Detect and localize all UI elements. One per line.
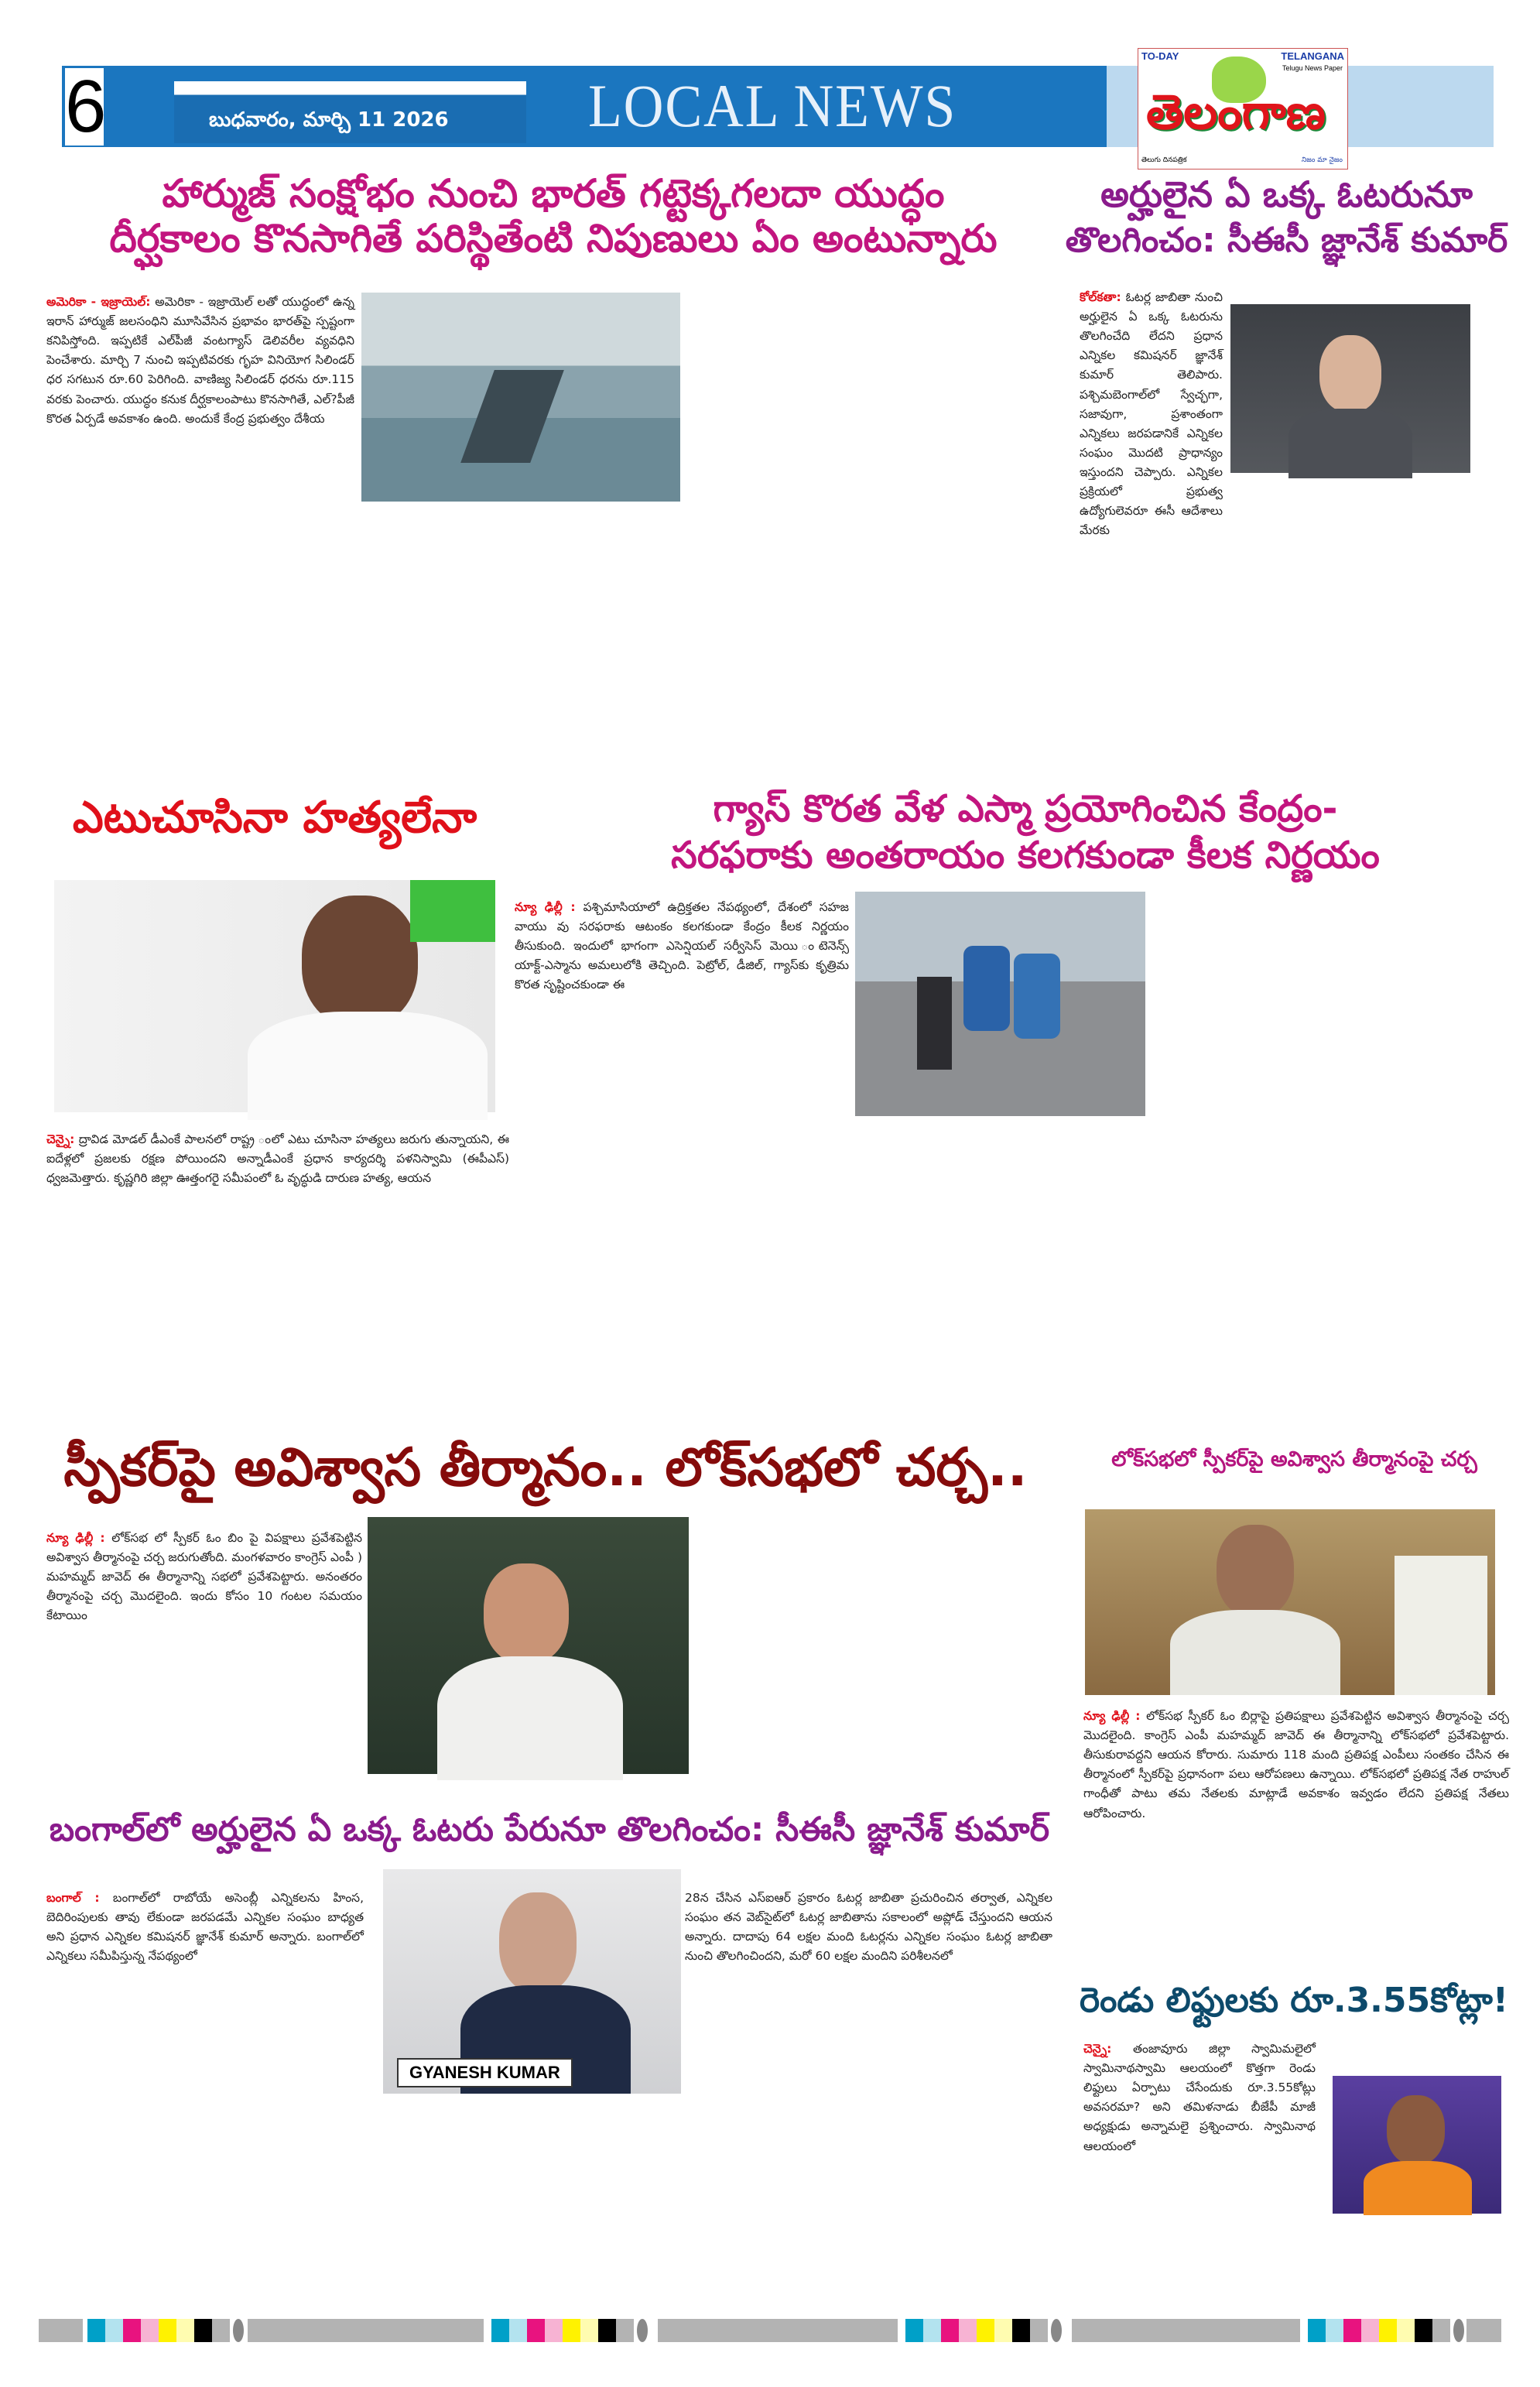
color-swatch xyxy=(977,2319,994,2342)
color-swatch xyxy=(509,2319,527,2342)
color-swatch xyxy=(105,2319,123,2342)
color-swatch xyxy=(1361,2319,1379,2342)
hormuz-headline xyxy=(46,172,1060,261)
speaker-side-body xyxy=(1083,1707,1509,1958)
color-swatch xyxy=(141,2319,159,2342)
grey-strip xyxy=(248,2319,484,2342)
color-swatch xyxy=(1308,2319,1326,2342)
dateline: న్యూ ఢిల్లీ : xyxy=(46,1531,105,1545)
grey-strip xyxy=(1072,2319,1300,2342)
color-swatch xyxy=(159,2319,176,2342)
color-swatch xyxy=(959,2319,977,2342)
color-swatch xyxy=(905,2319,923,2342)
gas-cylinders-photo xyxy=(855,892,1145,1116)
speaker-body xyxy=(46,1529,362,1792)
voters-headline xyxy=(1064,172,1509,262)
newspaper-logo xyxy=(1138,48,1348,170)
dateline: కోల్‌కతా: xyxy=(1080,290,1121,304)
cec-gyanesh-kumar-photo xyxy=(1230,304,1470,473)
bengal-body-continued: 28న చేసిన ఎస్ఐఆర్ ప్రకారం ఓటర్ల జాబితా ప్రచురించిన తర్వాత, ఎన్నికల సంఘం తన వెబ్‌సైట్‌లో ఓటర్ల జాబితాను సకాలంలో అప్లోడ్ చేస్తుందని ఆయన అన్నారు. దాదాపు 64 లక్షల మంది ఓటర్లను ఎన్నికల సంఘం ఓటర్ల జాబితా నుంచి తొలగించిందని, మరో 60 లక్షల మందిని పరిశీలనలో xyxy=(685,1891,1052,1964)
color-swatch xyxy=(491,2319,509,2342)
article-text: ఓటర్ల జాబితా నుంచి అర్హులైన ఏ ఒక్క ఓటరును తొలగించేది లేదని ప్రధాన ఎన్నికల కమిషనర్ జ్ఞానేశ్ కుమార్ తెలిపారు. పశ్చిమబెంగాల్‌లో స్వేచ్ఛగా, సజావుగా, ప్రశాంతంగా ఎన్నికలు జరపడానికే ఎన్నికల సంఘం మొదటి ప్రాధాన్యం ఇస్తుందని చెప్పారు. ఎన్నికల ప్రక్రియలో ప్రభుత్వ ఉద్యోగులెవరూ ఈసీ ఆదేశాలు మేరకు xyxy=(1080,290,1223,538)
color-swatch xyxy=(941,2319,959,2342)
logo-today: TO-DAY xyxy=(1141,50,1179,62)
color-swatch xyxy=(616,2319,634,2342)
hormuz-body xyxy=(46,293,354,765)
murders-headline: ఎటుచూసినా హత్యలేనా xyxy=(72,793,477,843)
headline-line: హార్ముజ్ సంక్షోభం నుంచి భారత్ గట్టెక్కగలదా యుద్ధం xyxy=(162,171,945,216)
headline-line: గ్యాస్ కొరత వేళ ఎస్మా ప్రయోగించిన కేంద్రం- xyxy=(713,787,1338,830)
grey-strip xyxy=(39,2319,83,2342)
palaniswami-photo xyxy=(54,880,495,1112)
headline-line: అర్హులైన ఏ ఒక్క ఓటరునూ xyxy=(1100,173,1473,215)
color-swatch xyxy=(194,2319,212,2342)
color-swatch xyxy=(123,2319,141,2342)
logo-telangana: TELANGANA xyxy=(1281,50,1344,62)
color-swatch xyxy=(176,2319,194,2342)
registration-mark-icon xyxy=(1051,2319,1062,2342)
bengal-body xyxy=(46,1889,364,2291)
bengal-headline: బంగాల్‌లో అర్హులైన ఏ ఒక్క ఓటరు పేరునూ తొలగించం: సీఈసీ జ్ఞానేశ్ కుమార్ xyxy=(49,1810,1050,1849)
registration-mark-icon xyxy=(1453,2319,1464,2342)
om-birla-photo xyxy=(368,1517,689,1774)
color-swatch xyxy=(87,2319,105,2342)
color-swatch xyxy=(1397,2319,1415,2342)
color-swatch xyxy=(1326,2319,1343,2342)
color-swatch xyxy=(1415,2319,1432,2342)
logo-tagline: Telugu News Paper xyxy=(1282,64,1343,72)
color-swatch xyxy=(545,2319,563,2342)
registration-mark-icon xyxy=(233,2319,244,2342)
article-text: అమెరికా - ఇజ్రాయెల్ లతో యుద్ధంలో ఉన్న ఇరాన్ హార్ముజ్ జలసంధిని మూసివేసిన ప్రభావం భారత్‌పై స్పష్టంగా కనిపిస్తోంది. ఇప్పటికే ఎల్‌పీజీ వంటగ్యాస్ డెలివరీల వ్యవధిని పెంచేశారు. మార్చి 7 నుంచి ఇప్పటివరకు గృహ వినియోగ సిలిండర్ ధర సగటున రూ.60 పెరిగింది. వాణిజ్య సిలిండర్ ధరను రూ.115 వరకు పెంచారు. యుద్ధం కనుక దీర్ఘకాలంపాటు కొనసాగితే, ఎల్?పీజీ కొరత ఏర్పడే అవకాశం ఉంది. అందుకే కేంద్ర ప్రభుత్వం దేశీయ xyxy=(46,295,355,426)
issue-date: బుధవారం, మార్చి 11 2026 xyxy=(209,108,449,132)
lok-sabha-photo xyxy=(1085,1509,1495,1695)
murders-body xyxy=(46,1130,509,1409)
lifts-body xyxy=(1083,2039,1316,2291)
dateline: చెన్నై: xyxy=(1083,2042,1112,2056)
speaker-headline: స్పీకర్‌పై అవిశ్వాస తీర్మానం.. లోక్‌సభలో చర్చ.. xyxy=(63,1437,1028,1498)
article-text: లోక్‌సభ స్పీకర్ ఓం బిర్లాపై ప్రతిపక్షాలు ప్రవేశపెట్టిన అవిశ్వాస తీర్మానంపై చర్చ మొదలైంది. కాంగ్రెస్ ఎంపీ మహమ్మద్ జావెద్ ఈ తీర్మానాన్ని లోక్‌సభలో ప్రవేశపెట్టారు. తీసుకురావద్దని ఆయన కోరారు. సుమారు 118 మంది ప్రతిపక్ష ఎంపీలు సంతకం చేసిన ఈ తీర్మానంలో స్పీకర్‌పై ప్రధానంగా పలు ఆరోపణలు ఉన్నాయి. లోక్‌సభలో ప్రతిపక్ష నేత రాహుల్ గాంధీతో పాటు తమ నేతలకు మాట్లాడే అవకాశం ఇవ్వడం లేదని ప్రతిపక్ష నేతలు ఆరోపించారు. xyxy=(1083,1709,1509,1820)
color-swatch xyxy=(1432,2319,1450,2342)
gyanesh-kumar-photo xyxy=(383,1869,681,2094)
photo-caption: GYANESH KUMAR xyxy=(397,2058,573,2087)
headline-line: తొలగించం: సీఈసీ జ్ఞానేశ్ కుమార్ xyxy=(1065,220,1508,260)
logo-name: తెలంగాణ xyxy=(1146,84,1326,140)
color-swatch xyxy=(994,2319,1012,2342)
dateline: న్యూ ఢిల్లీ : xyxy=(1083,1709,1141,1723)
color-swatch xyxy=(580,2319,598,2342)
color-swatch xyxy=(1343,2319,1361,2342)
oil-terminal-photo xyxy=(361,293,680,502)
speaker-side-headline: లోక్‌సభలో స్పీకర్‌పై అవిశ్వాస తీర్మానంపై చర్చ xyxy=(1111,1447,1477,1471)
headline-line: సరఫరాకు అంతరాయం కలగకుండా కీలక నిర్ణయం xyxy=(671,834,1380,877)
grey-strip xyxy=(1466,2319,1501,2342)
color-swatch xyxy=(527,2319,545,2342)
dateline: చెన్నై: xyxy=(46,1132,75,1146)
voters-body xyxy=(1080,288,1223,538)
lifts-headline: రెండు లిఫ్టులకు రూ.3.55కోట్లా! xyxy=(1080,1981,1508,2020)
grey-strip xyxy=(658,2319,898,2342)
article-text: ద్రావిడ మోడల్ డీఎంకే పాలనలో రాష్ట్ర ంలో ఎటు చూసినా హత్యలు జరుగు తున్నాయని, ఈ ఐదేళ్లలో ప్రజలకు రక్షణ పోయిందని అన్నాడీఎంకే ప్రధాన కార్యదర్శి పళనిస్వామి (ఈపీఎస్) ధ్వజమెత్తారు. కృష్ణగిరి జిల్లా ఊత్తంగరై సమీపంలో ఓ వృద్ధుడి దారుణ హత్య, ఆయన xyxy=(46,1132,509,1186)
esma-body xyxy=(515,898,849,1409)
esma-headline xyxy=(542,786,1509,878)
annamalai-photo xyxy=(1333,2076,1501,2214)
dateline: న్యూ ఢిల్లీ : xyxy=(515,900,576,914)
color-swatch xyxy=(563,2319,580,2342)
section-title: LOCAL NEWS xyxy=(588,72,957,139)
page-number: 6 xyxy=(65,65,107,148)
color-swatch xyxy=(1030,2319,1048,2342)
article-text: పశ్చిమాసియాలో ఉద్రిక్తతల నేపథ్యంలో, దేశంలో సహజ వాయు వు సరఫరాకు ఆటంకం కలగకుండా కేంద్రం కీలక నిర్ణయం తీసుకుంది. ఇందులో భాగంగా ఎసెన్షియల్ సర్వీసెస్ మెయి ంటెనెన్స్ యాక్ట్-ఎస్మాను అమలులోకి తెచ్చింది. పెట్రోల్, డీజిల్, గ్యాస్‌కు కృత్రిమ కొరత సృష్టించకుండా ఈ xyxy=(515,900,849,992)
headline-line: దీర్ఘకాలం కొనసాగితే పరిస్థితేంటి నిపుణులు ఏం అంటున్నారు xyxy=(109,215,998,261)
logo-subtitle: తెలుగు దినపత్రిక xyxy=(1141,156,1187,164)
dateline: అమెరికా - ఇజ్రాయెల్: xyxy=(46,295,151,309)
color-swatch xyxy=(923,2319,941,2342)
dateline: బంగాల్ : xyxy=(46,1891,100,1905)
color-swatch xyxy=(212,2319,230,2342)
article-text: లోక్‌సభ లో స్పీకర్ ఓం బిం పై విపక్షాలు ప్రవేశపెట్టిన అవిశ్వాస తీర్మానంపై చర్చ జరుగుతోంది. మంగళవారం కాంగ్రెస్ ఎంపీ ) మహమ్మద్ జావెద్ ఈ తీర్మానాన్ని సభలో ప్రవేశపెట్టారు. అనంతరం తీర్మానంపై చర్చ మొదలైంది. ఇందు కోసం 10 గంటల సమయం కేటాయిం xyxy=(46,1531,362,1623)
registration-mark-icon xyxy=(637,2319,648,2342)
color-swatch xyxy=(1379,2319,1397,2342)
article-text: తంజావూరు జిల్లా స్వామిమలైలో స్వామినాథస్వామి ఆలయంలో కొత్తగా రెండు లిఫ్టులు ఏర్పాటు చేసేందుకు రూ.3.55కోట్లు అవసరమా? అని తమిళనాడు బీజేపీ మాజీ అధ్యక్షుడు అన్నామలై ప్రశ్నించారు. స్వామినాథ ఆలయంలో xyxy=(1083,2042,1316,2153)
article-text: బంగాల్‌లో రాబోయే అసెంబ్లీ ఎన్నికలను హింస, బెదిరింపులకు తావు లేకుండా జరపడమే ఎన్నికల సంఘం బాధ్యత అని ప్రధాన ఎన్నికల కమిషనర్ జ్ఞానేశ్ కుమార్ అన్నారు. బంగాల్‌లో ఎన్నికలు సమీపిస్తున్న నేపథ్యంలో xyxy=(46,1891,364,1964)
logo-motto: నిజం మా నైజం xyxy=(1301,156,1343,164)
color-swatch xyxy=(598,2319,616,2342)
color-swatch xyxy=(1012,2319,1030,2342)
